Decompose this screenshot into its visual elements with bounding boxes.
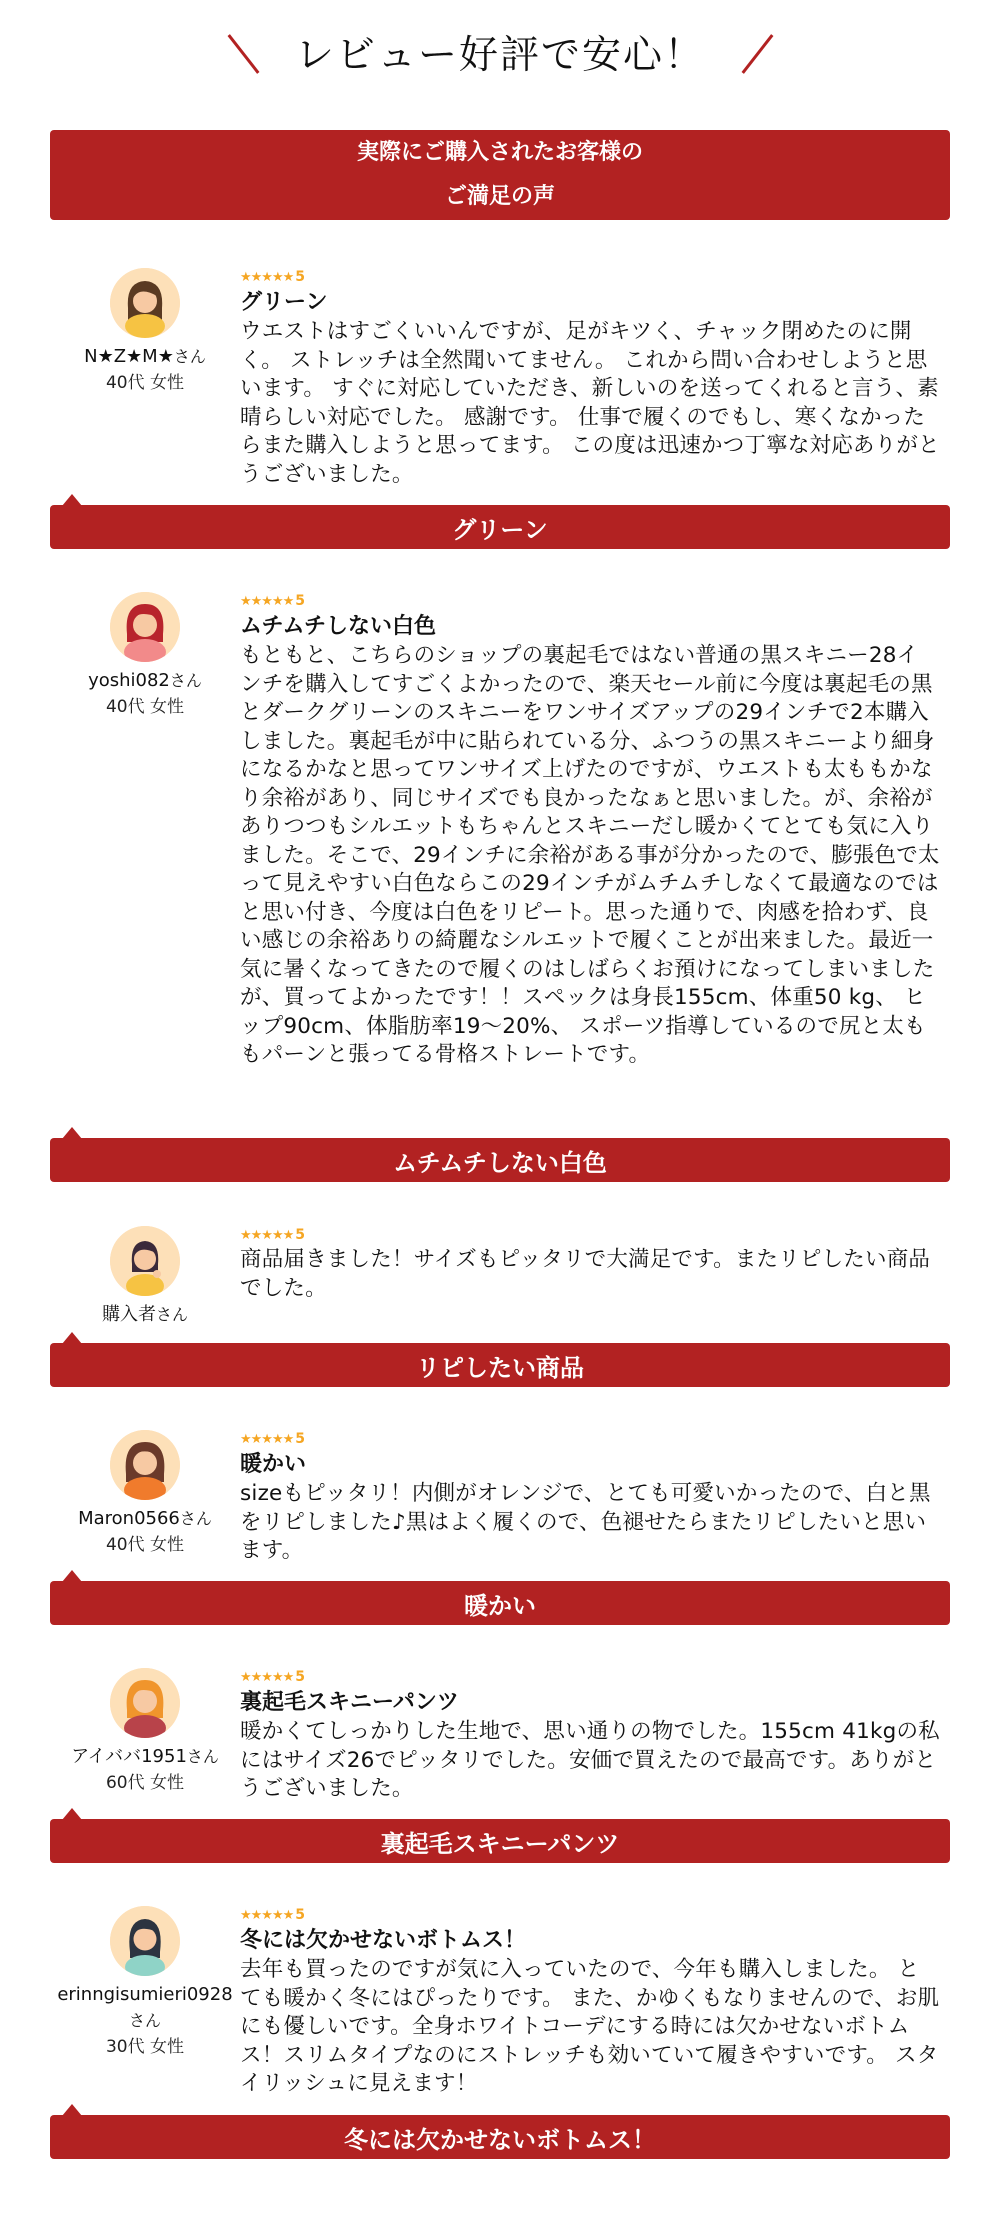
reviewer-age: 30代 女性 — [105, 2037, 185, 2057]
honorific: さん — [179, 1509, 212, 1528]
reviewer-name-line — [84, 344, 206, 370]
rating-stars — [240, 268, 940, 288]
slash-decoration-left — [228, 34, 260, 74]
review-title: 暖かい — [240, 1452, 307, 1477]
rating-value: 5 — [295, 1431, 306, 1447]
rating-value: 5 — [295, 1227, 306, 1243]
avatar-icon — [110, 268, 180, 338]
reviewer-name: N★Z★M★ — [84, 346, 174, 367]
reviewer — [40, 1430, 250, 1558]
header — [0, 22, 1000, 82]
rating-value: 5 — [295, 1907, 306, 1923]
honorific: さん — [155, 1305, 188, 1324]
reviewer-name: Maron0566 — [78, 1508, 180, 1529]
review-label: 裏起毛スキニーパンツ — [50, 1819, 950, 1863]
rating-value: 5 — [295, 593, 306, 609]
reviewer — [40, 268, 250, 396]
honorific: さん — [128, 2011, 161, 2030]
reviewer-name: 購入者 — [101, 1304, 156, 1325]
intro-line-2: ご満足の声 — [444, 184, 555, 209]
review-text: 去年も買ったのですが気に入っていたので、今年も購入しました。 とても暖かく冬にはぴったりです。 また、かゆくもなりませんので、お肌にも優しいです。全身ホワイトコーデにする時には欠かせないボトムス！スリムタイプなのにストレッチも効いていて履きやすいです。 スタイリッシュに見えます！ — [240, 1957, 940, 2096]
review-body — [240, 1430, 940, 1566]
review-label: 暖かい — [50, 1581, 950, 1625]
avatar-icon — [110, 592, 180, 662]
reviewer — [40, 1226, 250, 1328]
star-icons: ★★★★★ — [240, 594, 294, 609]
review-text: もともと、こちらのショップの裏起毛ではない普通の黒スキニー28インチを購入してすごくよかったので、楽天セール前に今度は裏起毛の黒とダークグリーンのスキニーをワンサイズアップの29インチで2本購入しました。裏起毛が中に貼られている分、ふつうの黒スキニーより細身になるかなと思ってワンサイズ上げたのですが、ウエストも太ももかなり余裕があり、同じサイズでも良かったなぁと思いました。が、余裕がありつつもシルエットもちゃんとスキニーだし暖かくてとても気に入りました。そこで、29インチに余裕がある事が分かったので、膨張色で太って見えやすい白色ならこの29インチがムチムチしなくて最適なのではと思い付き、今度は白色をリピート。思った通りで、肉感を拾わず、良い感じの余裕ありの綺麗なシルエットで履くことが出来ました。最近一気に暑くなってきたので履くのはしばらくお預けになってしまいましたが、買ってよかったです！！スペックは身長155cm、体重50 kg、 ヒップ90cm、体脂肪率19〜20%、 スポーツ指導しているので尻と太ももパーンと張ってる骨格ストレートです。 — [240, 643, 940, 1067]
review-label: 冬には欠かせないボトムス！ — [50, 2115, 950, 2159]
honorific: さん — [169, 671, 202, 690]
slash-decoration-right — [742, 34, 774, 74]
star-icons: ★★★★★ — [240, 1228, 294, 1243]
honorific: さん — [186, 1747, 219, 1766]
review-title: 冬には欠かせないボトムス！ — [240, 1928, 527, 1953]
review-label: ムチムチしない白色 — [50, 1138, 950, 1182]
review-text: 暖かくてしっかりした生地で、思い通りの物でした。155cm 41kgの私にはサイズ26でピッタリでした。安価で買えたので最高です。ありがとうございました。 — [240, 1719, 940, 1801]
review-body — [240, 1906, 940, 2099]
reviewer — [40, 592, 250, 720]
review-title: 裏起毛スキニーパンツ — [240, 1690, 459, 1715]
rating-stars — [240, 1668, 940, 1688]
review-text: ウエストはすごくいいんですが、足がキツく、チャック閉めたのに開く。 ストレッチは全然聞いてません。 これから問い合わせしようと思います。 すぐに対応していただき、新しいのを送ってくれると言う、素晴らしい対応でした。 感謝です。 仕事で履くのでもし、寒くなかったらまた購入しようと思ってます。 この度は迅速かつ丁寧な対応ありがとうございました。 — [240, 319, 940, 487]
reviewer-name: erinngisumieri0928 — [57, 1984, 233, 2005]
reviewer-name-line — [78, 1506, 212, 1532]
avatar-icon — [110, 1430, 180, 1500]
rating-stars — [240, 592, 940, 612]
reviewer-age: 40代 女性 — [105, 373, 185, 393]
reviewer-name-line — [57, 1982, 232, 2034]
reviewer-age: 40代 女性 — [105, 1535, 185, 1555]
review-title: グリーン — [240, 290, 328, 315]
reviewer-name-line — [88, 668, 202, 694]
review-title: ムチムチしない白色 — [240, 614, 437, 639]
star-icons: ★★★★★ — [240, 1670, 294, 1685]
avatar-icon — [110, 1906, 180, 1976]
reviewer-name: yoshi082 — [88, 670, 170, 691]
review-text: 商品届きました！サイズもピッタリで大満足です。またリピしたい商品でした。 — [240, 1247, 931, 1301]
star-icons: ★★★★★ — [240, 1908, 294, 1923]
honorific: さん — [173, 347, 206, 366]
rating-stars — [240, 1430, 940, 1450]
rating-stars — [240, 1906, 940, 1926]
rating-value: 5 — [295, 1669, 306, 1685]
avatar-icon — [110, 1668, 180, 1738]
intro-banner — [50, 130, 950, 220]
review-body — [240, 268, 940, 489]
review-body — [240, 1668, 940, 1804]
review-body — [240, 1226, 940, 1303]
reviewer — [40, 1906, 250, 2060]
review-text: sizeもピッタリ！内側がオレンジで、とても可愛いかったので、白と黒をリピしました♪黒はよく履くので、色褪せたらまたリピしたいと思います。 — [240, 1481, 931, 1563]
star-icons: ★★★★★ — [240, 1432, 294, 1447]
reviewer-age: 60代 女性 — [105, 1773, 185, 1793]
reviewer — [40, 1668, 250, 1796]
review-label: リピしたい商品 — [50, 1343, 950, 1387]
reviewer-age: 40代 女性 — [105, 697, 185, 717]
rating-value: 5 — [295, 269, 306, 285]
reviewer-name: アイババ1951 — [71, 1746, 187, 1767]
intro-line-1: 実際にご購入されたお客様の — [356, 140, 643, 165]
star-icons: ★★★★★ — [240, 270, 294, 285]
avatar-icon — [110, 1226, 180, 1296]
review-label: グリーン — [50, 505, 950, 549]
reviewer-name-line — [71, 1744, 219, 1770]
page-title: レビュー好評で安心！ — [294, 33, 705, 78]
review-body — [240, 592, 940, 1070]
reviewer-name-line — [102, 1302, 188, 1328]
rating-stars — [240, 1226, 940, 1246]
